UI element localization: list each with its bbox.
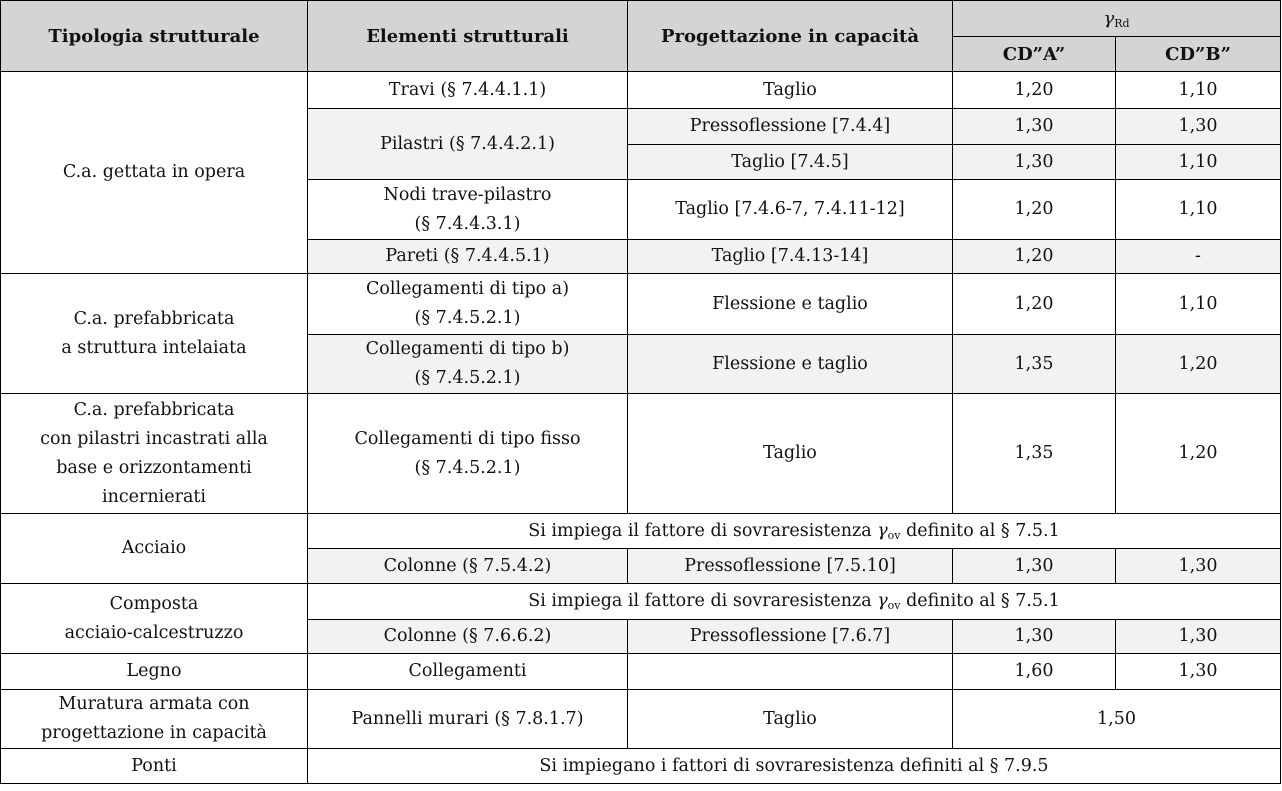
cda-pareti: 1,20 bbox=[953, 240, 1116, 274]
acciaio-note bbox=[308, 514, 1281, 549]
cd-muratura: 1,50 bbox=[953, 690, 1281, 749]
gamma-symbol: γ bbox=[1103, 8, 1115, 29]
acciaio-note-ref: definito al § 7.5.1 bbox=[900, 520, 1060, 541]
progettazione-collegamenti-fisso: Taglio bbox=[628, 394, 953, 514]
header-cd-b: CD”B” bbox=[1116, 37, 1281, 72]
tipologia-muratura-line-1: Muratura armata con bbox=[58, 694, 250, 714]
tipologia-acciaio: Acciaio bbox=[1, 514, 308, 584]
progettazione-pareti: Taglio [7.4.13-14] bbox=[628, 240, 953, 274]
cdb-travi: 1,10 bbox=[1116, 72, 1281, 109]
cdb-legno: 1,30 bbox=[1116, 654, 1281, 690]
header-progettazione: Progettazione in capacità bbox=[628, 1, 953, 72]
cdb-collegamenti-a: 1,10 bbox=[1116, 274, 1281, 335]
cdb-colonne-acciaio: 1,30 bbox=[1116, 549, 1281, 584]
elemento-pannelli-murari: Pannelli murari (§ 7.8.1.7) bbox=[308, 690, 628, 749]
tipologia-legno: Legno bbox=[1, 654, 308, 690]
elemento-collegamenti-fisso-line-1: Collegamenti di tipo fisso bbox=[354, 428, 581, 449]
cda-colonne-composta: 1,30 bbox=[953, 620, 1116, 654]
composta-note-ref: definito al § 7.5.1 bbox=[900, 591, 1060, 611]
progettazione-legno bbox=[628, 654, 953, 690]
tipologia-composta-line-2: acciaio-calcestruzzo bbox=[64, 622, 244, 643]
cdb-nodi: 1,10 bbox=[1116, 180, 1281, 240]
acciaio-note-text: Si impiega il fattore di sovraresistenza bbox=[528, 520, 878, 541]
cdb-colonne-composta: 1,30 bbox=[1116, 620, 1281, 654]
progettazione-colonne-composta: Pressoflessione [7.6.7] bbox=[628, 620, 953, 654]
progettazione-nodi: Taglio [7.4.6-7, 7.4.11-12] bbox=[628, 180, 953, 240]
tipologia-muratura bbox=[1, 690, 308, 749]
cdb-pareti: - bbox=[1116, 240, 1281, 274]
cdb-collegamenti-b: 1,20 bbox=[1116, 335, 1281, 394]
gamma-ov-subscript: ov bbox=[887, 599, 901, 612]
cda-collegamenti-a: 1,20 bbox=[953, 274, 1116, 335]
cda-collegamenti-b: 1,35 bbox=[953, 335, 1116, 394]
tipologia-ca-prefabbricata-line-2: a struttura intelaiata bbox=[61, 337, 247, 358]
cda-pilastri-2: 1,30 bbox=[953, 145, 1116, 180]
cdb-pilastri-2: 1,10 bbox=[1116, 145, 1281, 180]
tipologia-ca-prefabbricata-incastrati bbox=[1, 394, 308, 514]
composta-note bbox=[308, 584, 1281, 620]
tipologia-ca-prefabbricata bbox=[1, 274, 308, 394]
tipologia-incastrati-line-1: C.a. prefabbricata bbox=[73, 399, 235, 420]
tipologia-incastrati-line-2: con pilastri incastrati alla bbox=[40, 428, 268, 449]
cda-nodi: 1,20 bbox=[953, 180, 1116, 240]
ponti-note: Si impiegano i fattori di sovraresistenza definiti al § 7.9.5 bbox=[308, 749, 1281, 784]
tipologia-ponti: Ponti bbox=[1, 749, 308, 784]
header-tipologia: Tipologia strutturale bbox=[1, 1, 308, 72]
composta-note-text: Si impiega il fattore di sovraresistenza bbox=[528, 591, 878, 611]
elemento-collegamenti-b-line-2: (§ 7.4.5.2.1) bbox=[414, 368, 521, 388]
cda-pilastri-1: 1,30 bbox=[953, 109, 1116, 145]
elemento-travi: Travi (§ 7.4.4.1.1) bbox=[308, 72, 628, 109]
progettazione-pilastri-taglio: Taglio [7.4.5] bbox=[628, 145, 953, 180]
progettazione-collegamenti-b: Flessione e taglio bbox=[628, 335, 953, 394]
tipologia-incastrati-line-4: incernierati bbox=[101, 486, 207, 507]
elemento-pareti: Pareti (§ 7.4.4.5.1) bbox=[308, 240, 628, 274]
elemento-nodi-line-2: (§ 7.4.4.3.1) bbox=[414, 213, 521, 234]
progettazione-travi: Taglio bbox=[628, 72, 953, 109]
elemento-nodi-line-1: Nodi trave-pilastro bbox=[383, 184, 552, 205]
cda-legno: 1,60 bbox=[953, 654, 1116, 690]
tipologia-muratura-line-2: progettazione in capacità bbox=[41, 723, 267, 743]
cdb-collegamenti-fisso: 1,20 bbox=[1116, 394, 1281, 514]
cda-travi: 1,20 bbox=[953, 72, 1116, 109]
header-gamma-rd bbox=[953, 1, 1281, 37]
cda-colonne-acciaio: 1,30 bbox=[953, 549, 1116, 584]
elemento-collegamenti-b-line-1: Collegamenti di tipo b) bbox=[365, 339, 570, 359]
cda-collegamenti-fisso: 1,35 bbox=[953, 394, 1116, 514]
header-cd-a: CD”A” bbox=[953, 37, 1116, 72]
elemento-collegamenti-fisso bbox=[308, 394, 628, 514]
tipologia-composta-line-1: Composta bbox=[109, 593, 199, 614]
elemento-pilastri: Pilastri (§ 7.4.4.2.1) bbox=[308, 109, 628, 180]
gamma-symbol: γ bbox=[877, 520, 888, 541]
tipologia-ca-prefabbricata-line-1: C.a. prefabbricata bbox=[73, 308, 235, 329]
tipologia-composta bbox=[1, 584, 308, 654]
tipologia-ca-opera: C.a. gettata in opera bbox=[1, 72, 308, 274]
progettazione-muratura: Taglio bbox=[628, 690, 953, 749]
gamma-subscript: Rd bbox=[1114, 17, 1130, 30]
elemento-collegamenti-legno: Collegamenti bbox=[308, 654, 628, 690]
elemento-collegamenti-b bbox=[308, 335, 628, 394]
header-elementi: Elementi strutturali bbox=[308, 1, 628, 72]
progettazione-collegamenti-a: Flessione e taglio bbox=[628, 274, 953, 335]
gamma-symbol: γ bbox=[877, 591, 888, 611]
elemento-colonne-composta: Colonne (§ 7.6.6.2) bbox=[308, 620, 628, 654]
gamma-ov-subscript: ov bbox=[887, 528, 901, 542]
elemento-colonne-acciaio: Colonne (§ 7.5.4.2) bbox=[308, 549, 628, 584]
tipologia-incastrati-line-3: base e orizzontamenti bbox=[56, 457, 252, 478]
elemento-nodi bbox=[308, 180, 628, 240]
progettazione-pilastri-pressoflessione: Pressoflessione [7.4.4] bbox=[628, 109, 953, 145]
elemento-collegamenti-fisso-line-2: (§ 7.4.5.2.1) bbox=[414, 457, 521, 478]
progettazione-colonne-acciaio: Pressoflessione [7.5.10] bbox=[628, 549, 953, 584]
cdb-pilastri-1: 1,30 bbox=[1116, 109, 1281, 145]
elemento-collegamenti-a bbox=[308, 274, 628, 335]
elemento-collegamenti-a-line-2: (§ 7.4.5.2.1) bbox=[414, 308, 521, 328]
elemento-collegamenti-a-line-1: Collegamenti di tipo a) bbox=[365, 279, 570, 299]
